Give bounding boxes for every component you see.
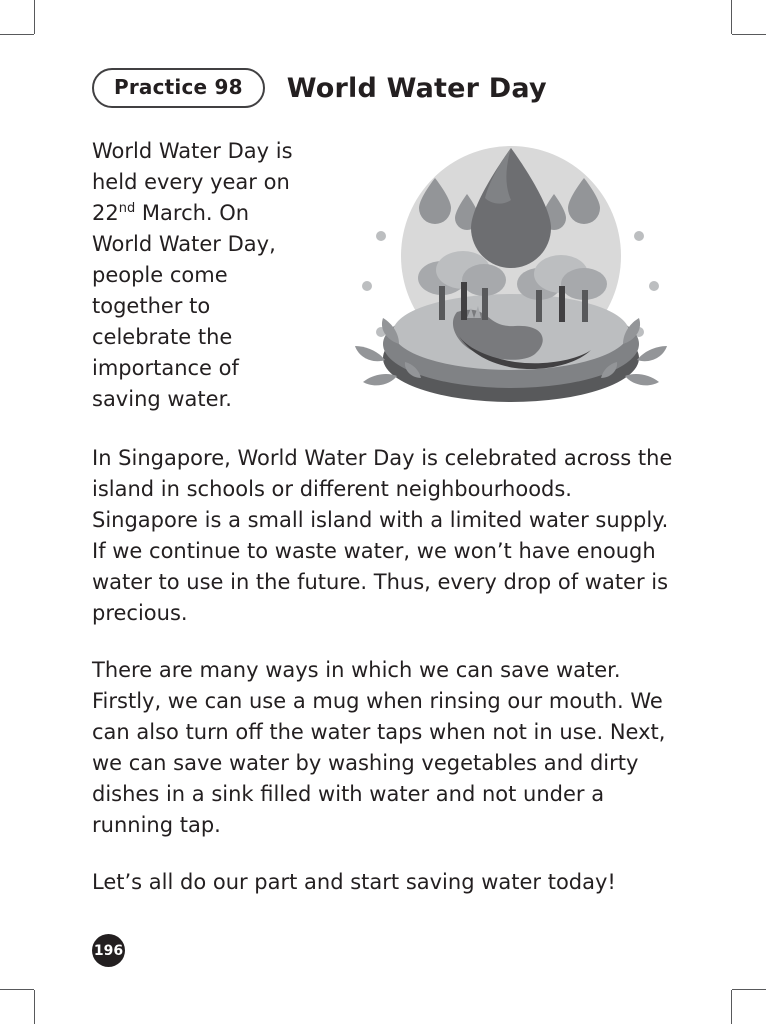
crop-mark-top-left-vertical <box>34 0 35 34</box>
world-water-day-illustration <box>339 136 684 411</box>
crop-mark-bottom-left-vertical <box>34 990 35 1024</box>
page-content <box>92 68 674 924</box>
crop-mark-top-right-vertical <box>731 0 732 34</box>
crop-mark-bottom-right-horizontal <box>732 989 766 990</box>
body-paragraph-1: In Singapore, World Water Day is celebrated across the island in schools or different neighbourhoods. Singapore is a small island with a limited water supply. If we continue to waste water, we won’t have enough water to use in the future. Thus, every drop of water is precious. <box>92 446 673 625</box>
crop-mark-bottom-left-horizontal <box>0 989 34 990</box>
body-paragraph-3: Let’s all do our part and start saving water today! <box>92 870 616 894</box>
intro-block <box>92 136 674 415</box>
ordinal-suffix: nd <box>118 201 136 216</box>
practice-badge: Practice 98 <box>92 68 265 108</box>
intro-text-part-1: World Water Day is held every year on 22 <box>92 139 293 225</box>
page-header <box>92 68 674 108</box>
intro-paragraph <box>92 136 302 415</box>
crop-mark-top-left-horizontal <box>0 34 34 35</box>
crop-mark-top-right-horizontal <box>732 34 766 35</box>
intro-text-part-2: March. On World Water Day, people come together to celebrate the importance of saving water. <box>92 201 276 411</box>
page-title: World Water Day <box>286 72 547 104</box>
page-number-badge: 196 <box>92 934 125 967</box>
body-paragraph-2: There are many ways in which we can save water. Firstly, we can use a mug when rinsing our mouth. We can also turn off the water taps when not in use. Next, we can save water by washing vegetables and dirty dishes in a sink filled with water and not under a running tap. <box>92 658 666 837</box>
crop-mark-bottom-right-vertical <box>731 990 732 1024</box>
